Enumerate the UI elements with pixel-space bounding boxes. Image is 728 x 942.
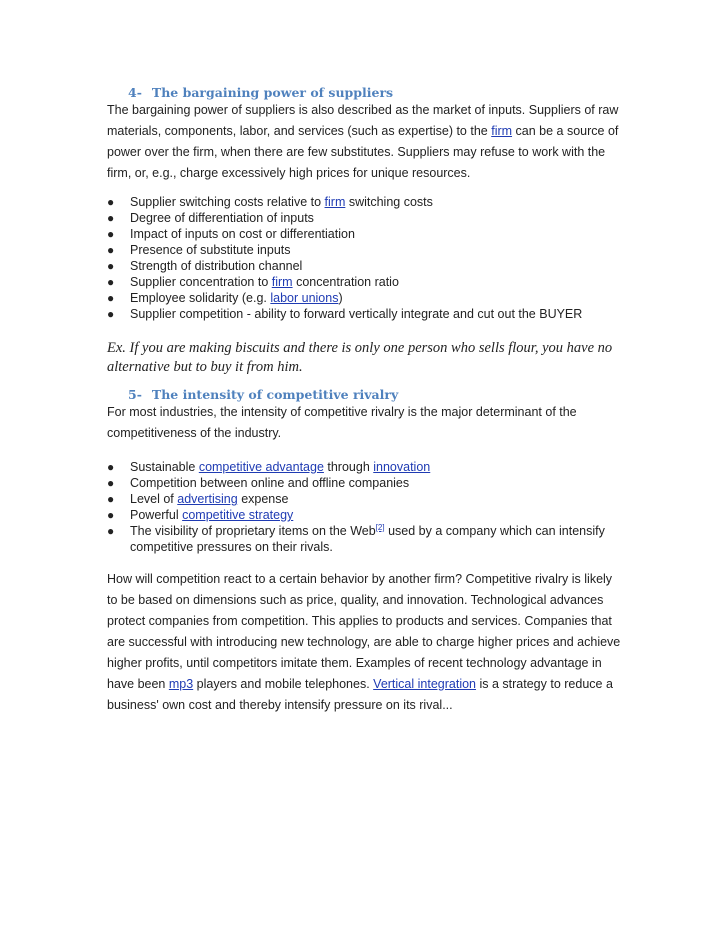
item-text: Powerful: [130, 508, 183, 522]
bullet-icon: ●: [107, 508, 115, 522]
item-text: Impact of inputs on cost or differentiation: [130, 227, 355, 241]
item-text: The visibility of proprietary items on the Web: [130, 524, 376, 538]
item-text: Supplier competition - ability to forward vertically integrate and cut out the BUYER: [130, 307, 583, 321]
item-text: Strength of distribution channel: [130, 259, 303, 273]
bullet-icon: ●: [107, 243, 115, 257]
list-item: [107, 459, 627, 475]
mp3-link[interactable]: mp3: [168, 677, 194, 691]
bullet-icon: ●: [107, 492, 115, 506]
bullet-icon: ●: [107, 211, 115, 225]
innovation-link[interactable]: innovation: [373, 460, 431, 474]
section-4-intro: [107, 100, 622, 184]
list-item: [107, 507, 627, 523]
list-item: [107, 194, 627, 210]
list-item: [107, 306, 627, 322]
item-text: Degree of differentiation of inputs: [130, 211, 314, 225]
labor-unions-link[interactable]: labor unions: [270, 291, 339, 305]
item-text: used by a company which can intensify competitive pressures on their rivals.: [130, 524, 605, 554]
item-text: switching costs: [345, 195, 433, 209]
item-text: concentration ratio: [292, 275, 399, 289]
section-4-heading: [128, 85, 393, 100]
list-item: [107, 258, 627, 274]
bullet-icon: ●: [107, 307, 115, 321]
item-text: Level of: [130, 492, 178, 506]
bullet-icon: ●: [107, 195, 115, 209]
closing-text-part: is a strategy to reduce a business' own cost and thereby intensify pressure on its rival...: [107, 677, 613, 712]
item-text: Employee solidarity (e.g.: [130, 291, 271, 305]
rivalry-factors-list: [107, 459, 627, 555]
list-item: [107, 491, 627, 507]
firm-link[interactable]: firm: [271, 275, 293, 289]
firm-link[interactable]: firm: [491, 124, 513, 138]
bullet-icon: ●: [107, 275, 115, 289]
bullet-icon: ●: [107, 476, 115, 490]
bullet-icon: ●: [107, 259, 115, 273]
section-5-number: 5-: [128, 387, 142, 402]
section-5-intro: For most industries, the intensity of competitive rivalry is the major determinant of the competitiveness of the industry.: [107, 405, 577, 440]
item-text: ): [338, 291, 343, 305]
list-item: [107, 274, 627, 290]
competitive-advantage-link[interactable]: competitive advantage: [198, 460, 324, 474]
item-text: Supplier switching costs relative to: [130, 195, 325, 209]
section-5-heading: [128, 387, 398, 402]
intro-text-part: can be a source of power over the firm, when there are few substitutes. Suppliers may refuse to work with the firm, or, e.g., charge excessively high prices for unique resources.: [107, 124, 619, 180]
reference-link[interactable]: [2]: [375, 522, 385, 532]
biscuit-example: Ex. If you are making biscuits and there is only one person who sells flour, you have no alternative but to buy it from him.: [107, 340, 613, 375]
vertical-integration-link[interactable]: Vertical integration: [373, 677, 477, 691]
section-4-number: 4-: [128, 85, 142, 100]
closing-text-part: players and mobile telephones.: [193, 677, 374, 691]
item-text: Sustainable: [130, 460, 199, 474]
bullet-icon: ●: [107, 524, 115, 538]
list-item: [107, 210, 627, 226]
list-item: [107, 242, 627, 258]
list-item: [107, 290, 627, 306]
bullet-icon: ●: [107, 291, 115, 305]
firm-link[interactable]: firm: [324, 195, 346, 209]
list-item: [107, 523, 610, 555]
list-item: [107, 226, 627, 242]
item-text: Presence of substitute inputs: [130, 243, 291, 257]
section-5-title: The intensity of competitive rivalry: [151, 387, 399, 402]
list-item: [107, 475, 627, 491]
competitive-strategy-link[interactable]: competitive strategy: [182, 508, 294, 522]
item-text: Supplier concentration to: [130, 275, 272, 289]
closing-text-part: How will competition react to a certain behavior by another firm? Competitive rivalry is likely to be based on dimensions such as price, quality, and innovation. Technological advances protect companies from competition. This applies to products and services. Companies that are successful with introducing new technology, are able to charge higher prices and achieve higher profits, until competitors imitate them. Examples of recent technology advantage in have been: [107, 572, 621, 691]
item-text: expense: [237, 492, 289, 506]
section-4-title: The bargaining power of suppliers: [151, 85, 394, 100]
supplier-factors-list: [107, 194, 627, 322]
item-text: through: [323, 460, 374, 474]
item-text: Competition between online and offline companies: [130, 476, 410, 490]
intro-text-part: The bargaining power of suppliers is also described as the market of inputs. Suppliers of raw materials, components, labor, and services (such as expertise) to the: [107, 103, 619, 138]
advertising-link[interactable]: advertising: [177, 492, 238, 506]
section-5-closing: [107, 569, 622, 716]
bullet-icon: ●: [107, 460, 115, 474]
bullet-icon: ●: [107, 227, 115, 241]
